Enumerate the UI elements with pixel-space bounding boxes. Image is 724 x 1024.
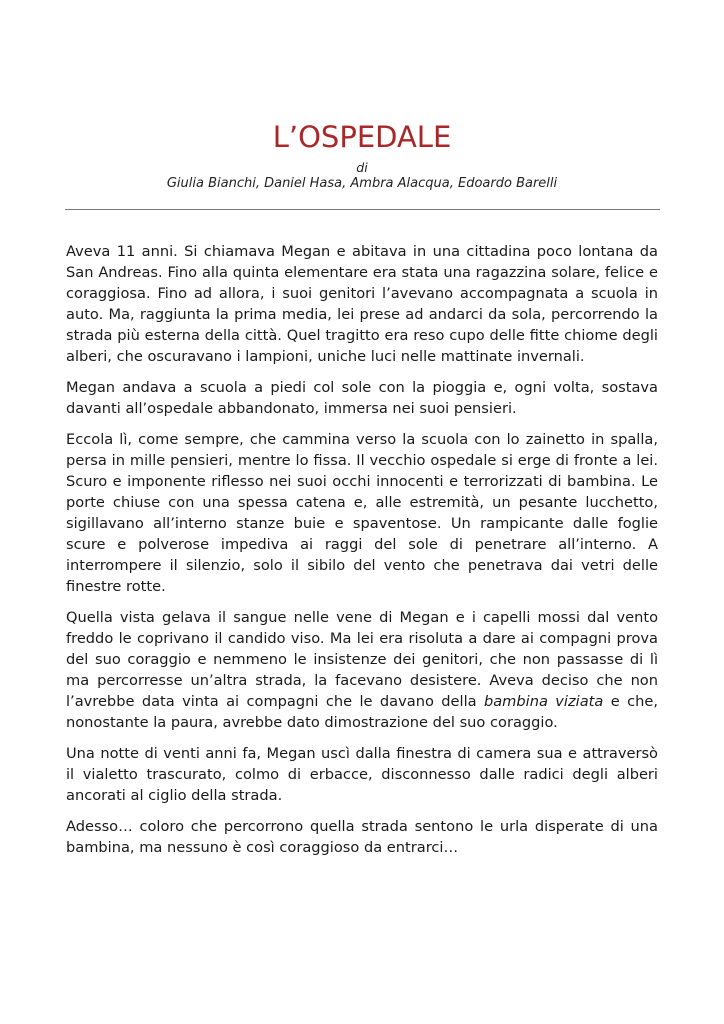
paragraph-5: Una notte di venti anni fa, Megan uscì dalla finestra di camera sua e attraversò il vialetto trascurato, colmo di erbacce, disconnesso dalle radici degli alberi ancorati al ciglio della strada. [66, 745, 658, 804]
emphasis-text: bambina viziata [483, 693, 604, 710]
authors: Giulia Bianchi, Daniel Hasa, Ambra Alacqua, Edoardo Barelli [166, 176, 558, 191]
paragraph-4-text-b: e che, nonostante la paura, avrebbe dato dimostrazione del suo coraggio. [66, 693, 658, 731]
byline: di [356, 160, 368, 175]
paragraph-3: Eccola lì, come sempre, che cammina verso la scuola con lo zainetto in spalla, persa in mille pensieri, mentre lo fissa. Il vecchio ospedale si erge di fronte a lei. Scuro e imponente riflesso nei suoi occhi innocenti e terrorizzati di bambina. Le porte chiuse con una spessa catena e, alle estremità, un pesante lucchetto, sigillavano all’interno stanze buie e spaventose. Un rampicante dalle foglie scure e polverose impediva ai raggi del sole di penetrare all’interno. A interrompere il silenzio, solo il sibilo del vento che penetrava dai vetri delle finestre rotte. [66, 431, 658, 595]
divider [65, 209, 660, 210]
paragraph-4-text-a: Quella vista gelava il sangue nelle vene di Megan e i capelli mossi dal vento freddo le coprivano il candido viso. Ma lei era risoluta a dare ai compagni prova del suo coraggio e nemmeno le insistenze dei genitori, che non passasse di lì ma percorresse un’altra strada, la facevano desistere. Aveva deciso che non l’avrebbe data vinta ai compagni che le davano della [66, 609, 658, 710]
paragraph-1: Aveva 11 anni. Si chiamava Megan e abitava in una cittadina poco lontana da San Andreas. Fino alla quinta elementare era stata una ragazzina solare, felice e coraggiosa. Fino ad allora, i suoi genitori l’avevano accompagnata a scuola in auto. Ma, raggiunta la prima media, lei prese ad andarci da sola, percorrendo la strada più esterna della città. Quel tragitto era reso cupo delle fitte chiome degli alberi, che oscuravano i lampioni, uniche luci nelle mattinate invernali. [66, 243, 658, 365]
story-body [66, 241, 658, 868]
paragraph-4 [66, 607, 658, 733]
paragraph-2: Megan andava a scuola a piedi col sole con la pioggia e, ogni volta, sostava davanti all’ospedale abbandonato, immersa nei suoi pensieri. [66, 379, 658, 417]
paragraph-6: Adesso… coloro che percorrono quella strada sentono le urla disperate di una bambina, ma nessuno è così coraggioso da entrarci… [66, 818, 658, 856]
page-title: L’OSPEDALE [272, 120, 452, 154]
